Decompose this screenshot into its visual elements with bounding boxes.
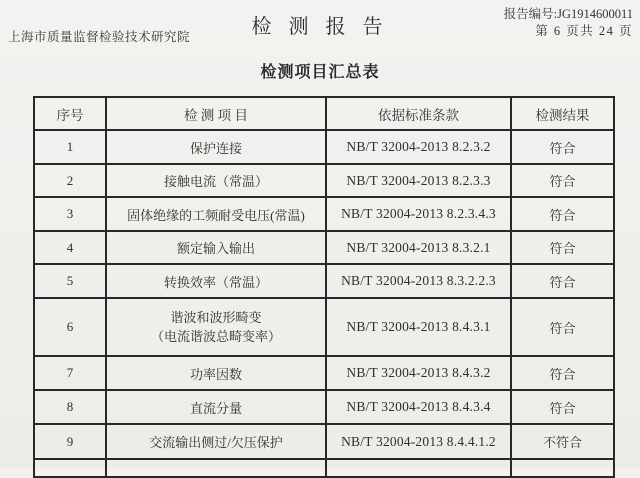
table-title: 检测项目汇总表	[260, 64, 380, 81]
table-header-row	[34, 97, 614, 130]
row-number: 6	[34, 298, 106, 356]
standard-clause: NB/T 32004-2013 8.2.3.3	[326, 164, 511, 197]
test-item: 功率因数	[106, 356, 326, 390]
page-indicator: 第 6 页共 24 页	[535, 24, 633, 38]
standard-clause: NB/T 32004-2013 8.4.4.1.2	[326, 424, 511, 459]
table-row	[34, 130, 614, 164]
table-row	[34, 424, 614, 459]
standard-clause: NB/T 32004-2013 8.4.3.1	[326, 298, 511, 356]
row-number: 5	[34, 264, 106, 298]
test-item: 交流输出侧过/欠压保护	[106, 424, 326, 459]
organization-name: 上海市质量监督检验技术研究院	[8, 30, 191, 44]
test-result: 符合	[511, 197, 614, 231]
table-row	[34, 356, 614, 390]
test-result: 符合	[511, 298, 614, 356]
row-number: 3	[34, 197, 106, 231]
column-header-standard: 依据标准条款	[326, 97, 511, 130]
test-item	[106, 459, 326, 477]
column-header-result: 检测结果	[511, 97, 614, 130]
test-item: 转换效率（常温）	[106, 264, 326, 298]
row-number: 9	[34, 424, 106, 459]
table-row	[34, 164, 614, 197]
report-meta	[504, 6, 633, 40]
test-result: 符合	[511, 356, 614, 390]
test-result: 符合	[511, 164, 614, 197]
table-row-clipped	[34, 459, 614, 477]
table-row	[34, 197, 614, 231]
table-row	[34, 390, 614, 424]
standard-clause: NB/T 32004-2013 8.4.3.4	[326, 390, 511, 424]
test-item	[106, 298, 326, 356]
row-number: 8	[34, 390, 106, 424]
standard-clause: NB/T 32004-2013 8.4.3.2	[326, 356, 511, 390]
test-item: 保护连接	[106, 130, 326, 164]
row-number: 1	[34, 130, 106, 164]
table-row	[34, 298, 614, 356]
test-item: 直流分量	[106, 390, 326, 424]
row-number: 7	[34, 356, 106, 390]
test-result: 不符合	[511, 424, 614, 459]
column-header-no: 序号	[34, 97, 106, 130]
table-row	[34, 264, 614, 298]
test-result	[511, 459, 614, 477]
table-row	[34, 231, 614, 264]
test-item-line1: 谐波和波形畸变	[170, 310, 262, 325]
report-number: 报告编号:JG1914600011	[503, 7, 633, 21]
standard-clause: NB/T 32004-2013 8.3.2.1	[326, 231, 511, 264]
test-item: 固体绝缘的工频耐受电压(常温)	[106, 197, 326, 231]
column-header-item: 检 测 项 目	[106, 97, 326, 130]
test-summary-table	[33, 96, 615, 478]
row-number: 4	[34, 231, 106, 264]
test-item: 接触电流（常温）	[106, 164, 326, 197]
test-result: 符合	[511, 130, 614, 164]
test-result: 符合	[511, 390, 614, 424]
test-result: 符合	[511, 231, 614, 264]
test-item-line2: （电流谐波总畸变率）	[150, 329, 281, 344]
row-number	[34, 459, 106, 477]
row-number: 2	[34, 164, 106, 197]
test-item: 额定输入输出	[106, 231, 326, 264]
standard-clause: NB/T 32004-2013 8.3.2.2.3	[326, 264, 511, 298]
standard-clause: NB/T 32004-2013 8.2.3.4.3	[326, 197, 511, 231]
test-result: 符合	[511, 264, 614, 298]
standard-clause: NB/T 32004-2013 8.2.3.2	[326, 130, 511, 164]
standard-clause	[326, 459, 511, 477]
report-title: 检 测 报 告	[251, 16, 389, 38]
